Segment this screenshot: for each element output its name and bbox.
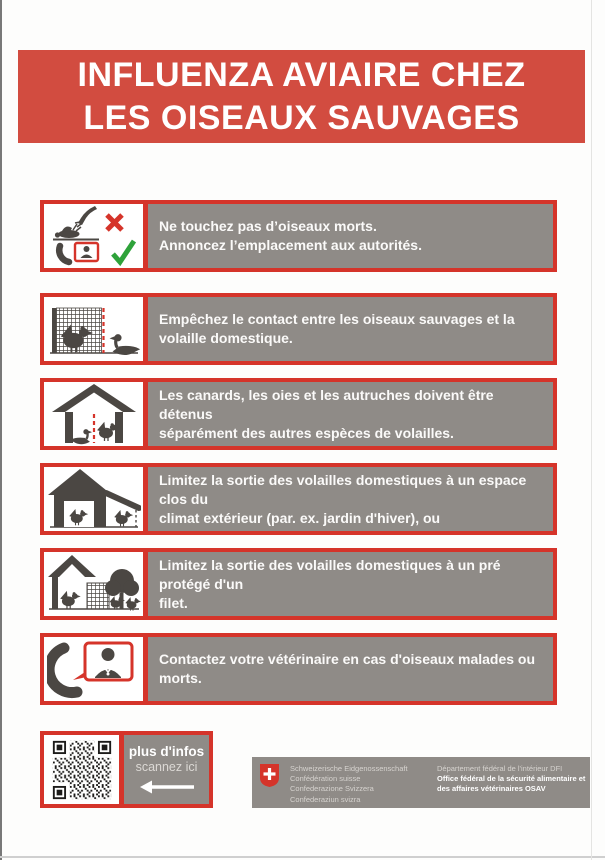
rule-row-call-vet [40,633,557,705]
rule-text-line: Contactez votre vétérinaire en cas d'oiseaux malades ou morts. [159,651,536,686]
swiss-cross-shield-icon [260,764,279,787]
rule-text [148,467,553,531]
confederation-name-line: Confederaziun svizra [290,794,361,804]
rule-text [148,552,553,616]
rule-text-line: volaille domestique. [159,330,293,346]
rule-text-line: séparément des autres espèces de volailles. [159,424,454,441]
rule-icon-box [44,382,148,446]
fence-wild-bird-separation-icon [47,298,141,360]
rule-icon-box [44,637,148,701]
green-check-icon [113,241,134,262]
scan-edge-left [0,0,2,860]
rule-text-line: climat extérieur (par. ex. jardin d'hiver), ou [159,509,441,526]
rule-icon-box [44,297,148,361]
office-line: Office fédéral de la sécurité alimentaire et [437,774,586,784]
rule-icon-box [44,467,148,531]
rule-text [148,297,553,361]
rule-text-line: Empêchez le contact entre les oiseaux sauvages et la [159,311,515,327]
rule-text-line: Les canards, les oies et les autruches doivent être détenus [159,386,494,422]
confederation-names [290,764,408,805]
rule-row-species-separation [40,378,557,450]
qr-caption-panel [124,735,209,804]
meadow-net-protection-icon [47,553,141,615]
qr-panel [44,735,124,804]
office-line: des affaires vétérinaires OSAV [437,784,546,794]
house-species-separation-icon [47,383,141,445]
rule-row-fence [40,293,557,365]
confederation-name-line: Confederazione Svizzera [290,784,374,794]
rule-text-line: Limitez la sortie des volailles domestiques à un pré protégé d'un [159,556,501,592]
call-veterinarian-icon [47,638,141,700]
rule-text [148,204,553,268]
confederation-name-line: Confédération suisse [290,774,361,784]
rule-row-net-protection [40,548,557,620]
rule-text-line: filet. [159,594,188,611]
qr-caption-line2: scannez ici [135,760,198,774]
department-office-names [437,764,587,795]
poster-title-banner [18,50,585,143]
rule-text [148,637,553,701]
rule-text-line: Limitez la sortie des volailles domestiques à un espace clos du [159,471,527,507]
swiss-confederation-logo [252,757,590,808]
qr-info-block [40,731,213,808]
poster-title-line1: INFLUENZA AVIAIRE CHEZ [77,56,526,94]
rule-text-line: Annoncez l’emplacement aux autorités. [159,237,422,253]
barn-winter-garden-icon [47,468,141,530]
qr-caption-line1: plus d'infos [128,744,205,759]
rule-text [148,382,553,446]
rule-row-no-touch [40,200,557,272]
rule-row-winter-garden [40,463,557,535]
poster-title-line2: LES OISEAUX SAUVAGES [83,99,520,137]
scan-edge-right [591,0,592,860]
confederation-name-line: Schweizerische Eidgenossenschaft [290,764,408,773]
red-x-icon [107,215,122,230]
rule-icon-box [44,204,148,268]
rule-text-line: Ne touchez pas d’oiseaux morts. [159,218,377,234]
left-arrow-icon [138,779,196,795]
scan-edge-bottom [0,856,605,858]
no-touch-dead-bird-report-icon [47,205,141,267]
department-line: Département fédéral de l'intérieur DFI [437,764,563,773]
qr-code-icon [51,739,113,801]
rule-icon-box [44,552,148,616]
